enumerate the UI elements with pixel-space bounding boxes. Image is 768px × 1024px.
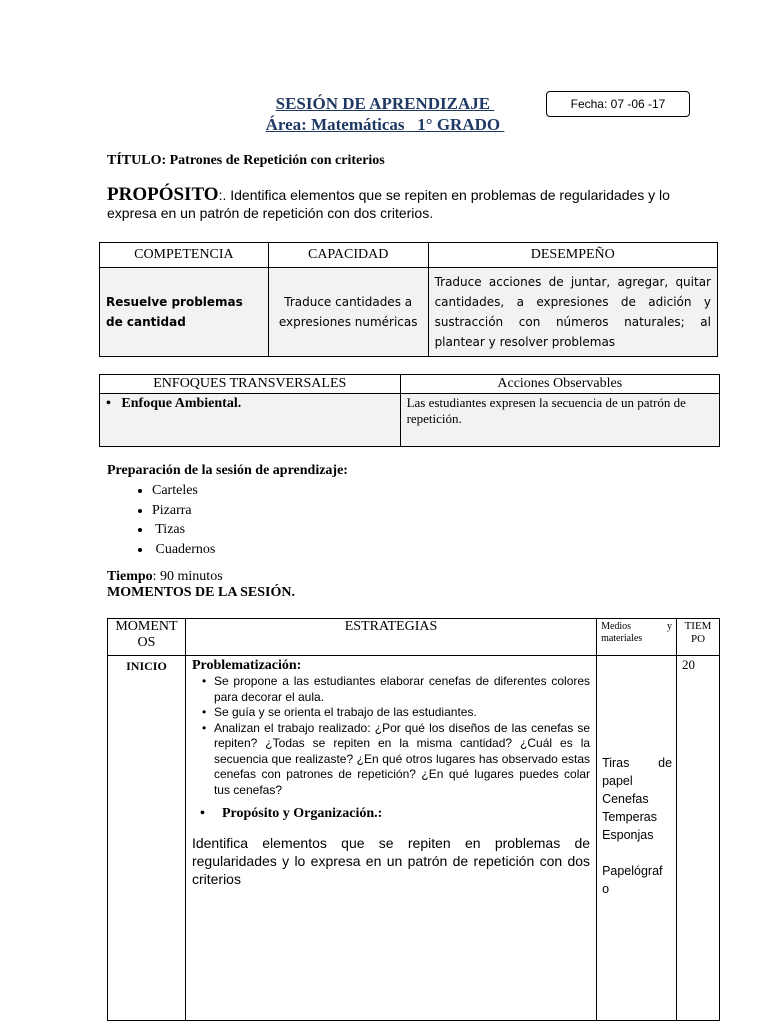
header-acciones: Acciones Observables xyxy=(400,375,719,394)
list-item: • Cuadernos xyxy=(152,540,348,560)
material-papel: papel xyxy=(602,774,633,788)
materials-list xyxy=(107,481,348,559)
header-desempeno: DESEMPEÑO xyxy=(428,243,717,268)
list-item xyxy=(192,721,590,799)
strategy-text: Analizan el trabajo realizado: ¿Por qué los diseños de las cenefas se repiten? ¿Todas se repiten en la misma cantidad? ¿Cuál es la secuencia que realizaste? ¿En qué otros lugares has observado estas cenefas con patrones de repetición? ¿En qué lugares puedes colar tus cenefas? xyxy=(213,720,591,797)
cell-desempeno: Traduce acciones de juntar, agregar, quitar cantidades, a expresiones de adición y sustracción con números naturales; al plantear y resolver problemas xyxy=(428,268,717,357)
time-value: : 90 minutos xyxy=(152,569,223,584)
material-tiras-b: de xyxy=(658,756,673,770)
purpose-paragraph xyxy=(107,186,707,222)
cell-tiempo: 20 xyxy=(677,656,720,1021)
spacer xyxy=(602,844,672,862)
material-tiras xyxy=(602,754,672,772)
cell-capacidad: Traduce cantidades a expresiones numéricas xyxy=(268,268,428,357)
approaches-table xyxy=(99,374,720,447)
cell-enfoque xyxy=(100,394,401,447)
material-papelografo-b: o xyxy=(602,882,610,896)
bullet-icon: • xyxy=(201,705,207,719)
header-tiempo: TIEM PO xyxy=(677,619,720,656)
list-item xyxy=(192,674,590,705)
header-medios-c: materiales xyxy=(601,633,643,644)
time-label: Tiempo xyxy=(107,569,153,584)
problematizacion-heading: Problematización: xyxy=(191,658,302,673)
date-box: Fecha: 07 -06 -17 xyxy=(546,91,690,117)
cell-estrategias xyxy=(185,656,596,1021)
time-section xyxy=(107,569,295,601)
header-competencia: COMPETENCIA xyxy=(100,243,269,268)
bullet-icon: • xyxy=(201,674,207,688)
header-medios-a: Medios xyxy=(601,621,632,632)
cell-competencia: Resuelve problemas de cantidad xyxy=(100,268,269,357)
cell-accion: Las estudiantes expresen la secuencia de un patrón de repetición. xyxy=(400,394,719,447)
preparation-section xyxy=(107,463,348,559)
cell-materiales xyxy=(597,656,677,1021)
header-enfoques: ENFOQUES TRANSVERSALES xyxy=(100,375,401,394)
bullet-icon: • xyxy=(106,396,122,411)
purpose-label: PROPÓSITO xyxy=(107,184,219,205)
material-temperas: Temperas xyxy=(602,810,657,824)
material-esponjas: Esponjas xyxy=(602,828,654,842)
header-momentos: MOMENT OS xyxy=(108,619,186,656)
material-papelografo-a: Papelógraf xyxy=(602,864,663,878)
header-capacidad: CAPACIDAD xyxy=(268,243,428,268)
header-medios xyxy=(597,619,677,656)
enfoque-text: Enfoque Ambiental. xyxy=(121,396,242,411)
list-item xyxy=(192,705,590,721)
purpose-text: :. Identifica elementos que se repiten en problemas de regularidades y lo expresa en un patrón de repetición con dos criterios. xyxy=(107,187,670,221)
header-estrategias: ESTRATEGIAS xyxy=(185,619,596,656)
material-cenefas: Cenefas xyxy=(602,792,649,806)
session-title: SESIÓN DE APRENDIZAJE xyxy=(275,94,495,113)
list-item: • Tizas xyxy=(152,520,348,540)
bullet-icon: • xyxy=(199,806,205,821)
lesson-title-label: TÍTULO: xyxy=(107,153,167,168)
material-tiras-a: Tiras xyxy=(602,756,630,770)
lesson-title xyxy=(107,153,385,169)
cell-inicio: INICIO xyxy=(108,656,186,1021)
time-line xyxy=(107,569,295,585)
lesson-title-text: Patrones de Repetición con criterios xyxy=(166,153,385,168)
strategy-text: Se guía y se orienta el trabajo de las estudiantes. xyxy=(213,705,477,719)
list-item: • Pizarra xyxy=(152,501,348,521)
bullet-icon: • xyxy=(201,720,207,735)
purpose-org-text: Identifica elementos que se repiten en problemas de regularidades y lo expresa en un patrón de repetición con dos criterios xyxy=(191,835,591,887)
area-grade: Área: Matemáticas 1° GRADO xyxy=(265,115,505,134)
strategies-list xyxy=(192,674,590,798)
purpose-org-heading xyxy=(200,806,590,822)
moments-heading: MOMENTOS DE LA SESIÓN. xyxy=(107,585,296,600)
competency-table xyxy=(99,242,718,357)
moments-table xyxy=(107,618,720,1021)
session-title-block xyxy=(200,93,570,135)
header-medios-b: y xyxy=(667,621,673,632)
preparation-heading: Preparación de la sesión de aprendizaje: xyxy=(107,463,348,478)
list-item: • Carteles xyxy=(152,481,348,501)
strategy-text: Se propone a las estudiantes elaborar cenefas de diferentes colores para decorar el aula. xyxy=(213,674,591,704)
purpose-org-label: Propósito y Organización.: xyxy=(221,806,383,821)
